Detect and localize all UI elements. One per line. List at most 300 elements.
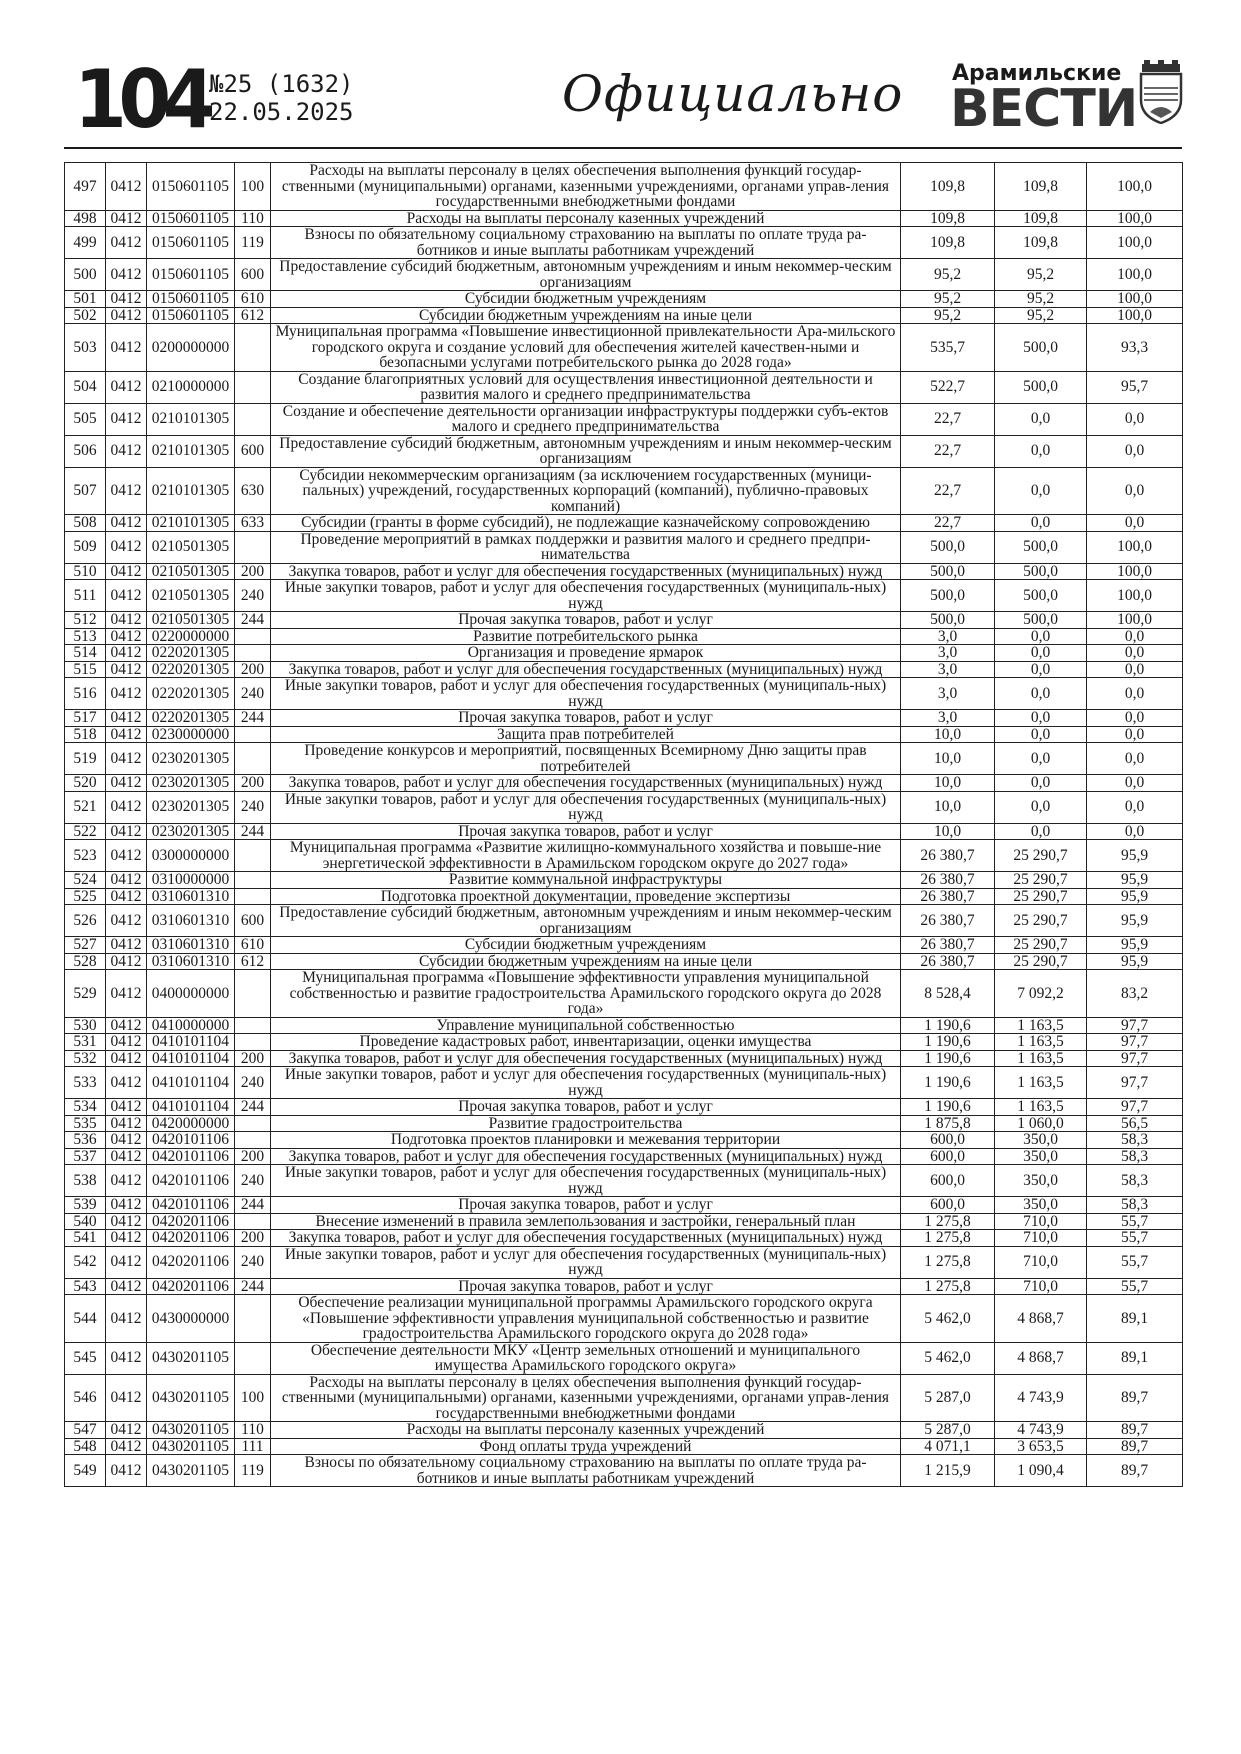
description-cell: Внесение изменений в правила землепользования и застройки, генеральный план <box>271 1213 901 1230</box>
table-row <box>65 1455 1183 1487</box>
table-row <box>65 791 1183 823</box>
execution-percent-cell: 58,3 <box>1087 1148 1183 1165</box>
execution-percent-cell: 89,1 <box>1087 1342 1183 1374</box>
expense-type-cell <box>235 1342 271 1374</box>
expense-type-cell: 100 <box>235 1374 271 1422</box>
description-cell: Обеспечение реализации муниципальной программы Арамильского городского округа «Повышение эффективности управления муниципальной собственностью и развитие градостроительства Арамильского городского округа до 2028 года» <box>271 1295 901 1343</box>
planned-amount-cell: 22,7 <box>901 435 995 467</box>
section-code-cell: 0412 <box>106 628 147 645</box>
row-number-cell: 534 <box>65 1099 106 1116</box>
section-code-cell: 0412 <box>106 661 147 678</box>
row-number-cell: 544 <box>65 1295 106 1343</box>
planned-amount-cell: 22,7 <box>901 403 995 435</box>
table-row <box>65 775 1183 792</box>
planned-amount-cell: 8 528,4 <box>901 970 995 1018</box>
planned-amount-cell: 600,0 <box>901 1197 995 1214</box>
row-number-cell: 538 <box>65 1165 106 1197</box>
row-number-cell: 500 <box>65 259 106 291</box>
target-code-cell: 0310601310 <box>147 953 235 970</box>
target-code-cell: 0230201305 <box>147 775 235 792</box>
table-row <box>65 612 1183 629</box>
execution-percent-cell: 95,9 <box>1087 888 1183 905</box>
table-row <box>65 937 1183 954</box>
row-number-cell: 512 <box>65 612 106 629</box>
planned-amount-cell: 26 380,7 <box>901 953 995 970</box>
description-cell: Проведение кадастровых работ, инвентаризации, оценки имущества <box>271 1034 901 1051</box>
target-code-cell: 0150601105 <box>147 291 235 308</box>
execution-percent-cell: 100,0 <box>1087 210 1183 227</box>
description-cell: Муниципальная программа «Развитие жилищно-коммунального хозяйства и повыше-ние энергетической эффективности в Арамильском городском округе до 2027 года» <box>271 840 901 872</box>
row-number-cell: 501 <box>65 291 106 308</box>
section-code-cell: 0412 <box>106 515 147 532</box>
planned-amount-cell: 3,0 <box>901 661 995 678</box>
actual-amount-cell: 0,0 <box>995 823 1087 840</box>
actual-amount-cell: 4 743,9 <box>995 1374 1087 1422</box>
row-number-cell: 510 <box>65 563 106 580</box>
section-code-cell: 0412 <box>106 905 147 937</box>
page-number: 104 <box>74 53 207 146</box>
target-code-cell: 0310601310 <box>147 888 235 905</box>
page-header <box>64 53 1182 146</box>
section-code-cell: 0412 <box>106 791 147 823</box>
description-cell: Прочая закупка товаров, работ и услуг <box>271 612 901 629</box>
execution-percent-cell: 97,7 <box>1087 1099 1183 1116</box>
planned-amount-cell: 5 287,0 <box>901 1374 995 1422</box>
section-code-cell: 0412 <box>106 531 147 563</box>
row-number-cell: 511 <box>65 580 106 612</box>
target-code-cell: 0210000000 <box>147 371 235 403</box>
budget-table <box>64 162 1183 1487</box>
expense-type-cell: 244 <box>235 823 271 840</box>
target-code-cell: 0430201105 <box>147 1438 235 1455</box>
target-code-cell: 0310000000 <box>147 872 235 889</box>
planned-amount-cell: 26 380,7 <box>901 872 995 889</box>
execution-percent-cell: 95,9 <box>1087 905 1183 937</box>
issue-number: №25 (1632) <box>209 70 354 98</box>
planned-amount-cell: 500,0 <box>901 563 995 580</box>
section-title: Официально <box>562 65 904 123</box>
actual-amount-cell: 0,0 <box>995 726 1087 743</box>
actual-amount-cell: 25 290,7 <box>995 905 1087 937</box>
execution-percent-cell: 0,0 <box>1087 661 1183 678</box>
description-cell: Обеспечение деятельности МКУ «Центр земельных отношений и муниципального имущества Арамильского городского округа» <box>271 1342 901 1374</box>
execution-percent-cell: 89,7 <box>1087 1422 1183 1439</box>
row-number-cell: 530 <box>65 1017 106 1034</box>
coat-of-arms-icon <box>1138 60 1184 124</box>
table-row <box>65 259 1183 291</box>
planned-amount-cell: 600,0 <box>901 1148 995 1165</box>
target-code-cell: 0410000000 <box>147 1017 235 1034</box>
actual-amount-cell: 109,8 <box>995 210 1087 227</box>
table-row <box>65 1246 1183 1278</box>
actual-amount-cell: 500,0 <box>995 580 1087 612</box>
row-number-cell: 539 <box>65 1197 106 1214</box>
expense-type-cell <box>235 970 271 1018</box>
table-row <box>65 661 1183 678</box>
description-cell: Создание благоприятных условий для осуществления инвестиционной деятельности и развития малого и среднего предпринимательства <box>271 371 901 403</box>
row-number-cell: 540 <box>65 1213 106 1230</box>
expense-type-cell <box>235 1132 271 1149</box>
description-cell: Предоставление субсидий бюджетным, автономным учреждениям и иным некоммер-ческим организациям <box>271 435 901 467</box>
execution-percent-cell: 100,0 <box>1087 163 1183 211</box>
row-number-cell: 515 <box>65 661 106 678</box>
expense-type-cell: 612 <box>235 307 271 324</box>
actual-amount-cell: 95,2 <box>995 307 1087 324</box>
table-row <box>65 678 1183 710</box>
expense-type-cell: 200 <box>235 1148 271 1165</box>
description-cell: Прочая закупка товаров, работ и услуг <box>271 823 901 840</box>
row-number-cell: 541 <box>65 1230 106 1247</box>
target-code-cell: 0230201305 <box>147 823 235 840</box>
table-row <box>65 1438 1183 1455</box>
table-row <box>65 307 1183 324</box>
execution-percent-cell: 58,3 <box>1087 1132 1183 1149</box>
target-code-cell: 0150601105 <box>147 210 235 227</box>
execution-percent-cell: 95,9 <box>1087 937 1183 954</box>
target-code-cell: 0220201305 <box>147 661 235 678</box>
expense-type-cell <box>235 1115 271 1132</box>
description-cell: Закупка товаров, работ и услуг для обеспечения государственных (муниципальных) нужд <box>271 1050 901 1067</box>
table-row <box>65 467 1183 515</box>
description-cell: Взносы по обязательному социальному страхованию на выплаты по оплате труда ра-ботников и иные выплаты работникам учреждений <box>271 1455 901 1487</box>
expense-type-cell: 633 <box>235 515 271 532</box>
section-code-cell: 0412 <box>106 970 147 1018</box>
expense-type-cell: 244 <box>235 1278 271 1295</box>
target-code-cell: 0150601105 <box>147 259 235 291</box>
table-row <box>65 227 1183 259</box>
planned-amount-cell: 1 190,6 <box>901 1017 995 1034</box>
description-cell: Предоставление субсидий бюджетным, автономным учреждениям и иным некоммер-ческим организациям <box>271 259 901 291</box>
section-code-cell: 0412 <box>106 678 147 710</box>
execution-percent-cell: 100,0 <box>1087 531 1183 563</box>
actual-amount-cell: 500,0 <box>995 531 1087 563</box>
planned-amount-cell: 109,8 <box>901 210 995 227</box>
section-code-cell: 0412 <box>106 1132 147 1149</box>
execution-percent-cell: 97,7 <box>1087 1050 1183 1067</box>
target-code-cell: 0430201105 <box>147 1342 235 1374</box>
section-code-cell: 0412 <box>106 1148 147 1165</box>
description-cell: Подготовка проектов планировки и межевания территории <box>271 1132 901 1149</box>
target-code-cell: 0410101104 <box>147 1034 235 1051</box>
row-number-cell: 502 <box>65 307 106 324</box>
actual-amount-cell: 0,0 <box>995 515 1087 532</box>
table-row <box>65 515 1183 532</box>
expense-type-cell: 244 <box>235 1197 271 1214</box>
table-row <box>65 645 1183 662</box>
expense-type-cell: 630 <box>235 467 271 515</box>
row-number-cell: 497 <box>65 163 106 211</box>
section-code-cell: 0412 <box>106 645 147 662</box>
target-code-cell: 0430000000 <box>147 1295 235 1343</box>
actual-amount-cell: 95,2 <box>995 291 1087 308</box>
target-code-cell: 0420201106 <box>147 1246 235 1278</box>
table-row <box>65 1230 1183 1247</box>
table-row <box>65 531 1183 563</box>
table-row <box>65 726 1183 743</box>
execution-percent-cell: 58,3 <box>1087 1165 1183 1197</box>
execution-percent-cell: 55,7 <box>1087 1278 1183 1295</box>
execution-percent-cell: 58,3 <box>1087 1197 1183 1214</box>
section-code-cell: 0412 <box>106 210 147 227</box>
target-code-cell: 0210501305 <box>147 580 235 612</box>
planned-amount-cell: 1 190,6 <box>901 1099 995 1116</box>
expense-type-cell: 244 <box>235 710 271 727</box>
target-code-cell: 0420201106 <box>147 1278 235 1295</box>
actual-amount-cell: 95,2 <box>995 259 1087 291</box>
planned-amount-cell: 1 190,6 <box>901 1034 995 1051</box>
actual-amount-cell: 0,0 <box>995 791 1087 823</box>
description-cell: Закупка товаров, работ и услуг для обеспечения государственных (муниципальных) нужд <box>271 1148 901 1165</box>
description-cell: Иные закупки товаров, работ и услуг для обеспечения государственных (муниципаль-ных) нужд <box>271 678 901 710</box>
expense-type-cell: 200 <box>235 1230 271 1247</box>
row-number-cell: 546 <box>65 1374 106 1422</box>
planned-amount-cell: 10,0 <box>901 743 995 775</box>
section-code-cell: 0412 <box>106 743 147 775</box>
execution-percent-cell: 95,7 <box>1087 371 1183 403</box>
actual-amount-cell: 25 290,7 <box>995 888 1087 905</box>
target-code-cell: 0420201106 <box>147 1213 235 1230</box>
description-cell: Субсидии бюджетным учреждениям <box>271 937 901 954</box>
section-code-cell: 0412 <box>106 291 147 308</box>
row-number-cell: 516 <box>65 678 106 710</box>
section-code-cell: 0412 <box>106 467 147 515</box>
table-row <box>65 970 1183 1018</box>
actual-amount-cell: 710,0 <box>995 1278 1087 1295</box>
actual-amount-cell: 500,0 <box>995 324 1087 372</box>
section-code-cell: 0412 <box>106 324 147 372</box>
description-cell: Развитие градостроительства <box>271 1115 901 1132</box>
row-number-cell: 508 <box>65 515 106 532</box>
table-row <box>65 1278 1183 1295</box>
actual-amount-cell: 4 868,7 <box>995 1295 1087 1343</box>
expense-type-cell <box>235 403 271 435</box>
planned-amount-cell: 1 190,6 <box>901 1067 995 1099</box>
execution-percent-cell: 55,7 <box>1087 1230 1183 1247</box>
description-cell: Прочая закупка товаров, работ и услуг <box>271 1099 901 1116</box>
target-code-cell: 0210501305 <box>147 531 235 563</box>
planned-amount-cell: 1 275,8 <box>901 1230 995 1247</box>
description-cell: Управление муниципальной собственностью <box>271 1017 901 1034</box>
actual-amount-cell: 0,0 <box>995 743 1087 775</box>
row-number-cell: 520 <box>65 775 106 792</box>
description-cell: Расходы на выплаты персоналу казенных учреждений <box>271 1422 901 1439</box>
table-row <box>65 291 1183 308</box>
planned-amount-cell: 5 462,0 <box>901 1342 995 1374</box>
expense-type-cell <box>235 840 271 872</box>
row-number-cell: 518 <box>65 726 106 743</box>
section-code-cell: 0412 <box>106 1115 147 1132</box>
section-code-cell: 0412 <box>106 823 147 840</box>
expense-type-cell: 600 <box>235 435 271 467</box>
expense-type-cell: 244 <box>235 1099 271 1116</box>
row-number-cell: 537 <box>65 1148 106 1165</box>
planned-amount-cell: 3,0 <box>901 645 995 662</box>
table-row <box>65 1197 1183 1214</box>
expense-type-cell <box>235 726 271 743</box>
target-code-cell: 0210101305 <box>147 467 235 515</box>
table-row <box>65 403 1183 435</box>
execution-percent-cell: 55,7 <box>1087 1213 1183 1230</box>
section-code-cell: 0412 <box>106 726 147 743</box>
execution-percent-cell: 100,0 <box>1087 612 1183 629</box>
row-number-cell: 514 <box>65 645 106 662</box>
section-code-cell: 0412 <box>106 563 147 580</box>
execution-percent-cell: 0,0 <box>1087 710 1183 727</box>
section-code-cell: 0412 <box>106 1017 147 1034</box>
table-row <box>65 1374 1183 1422</box>
logo-main-text: ВЕСТИ <box>950 79 1138 139</box>
expense-type-cell: 240 <box>235 1165 271 1197</box>
target-code-cell: 0420101106 <box>147 1197 235 1214</box>
table-row <box>65 1213 1183 1230</box>
planned-amount-cell: 1 215,9 <box>901 1455 995 1487</box>
execution-percent-cell: 0,0 <box>1087 823 1183 840</box>
target-code-cell: 0220000000 <box>147 628 235 645</box>
execution-percent-cell: 97,7 <box>1087 1017 1183 1034</box>
actual-amount-cell: 0,0 <box>995 645 1087 662</box>
planned-amount-cell: 26 380,7 <box>901 840 995 872</box>
section-code-cell: 0412 <box>106 1455 147 1487</box>
planned-amount-cell: 1 275,8 <box>901 1213 995 1230</box>
description-cell: Развитие коммунальной инфраструктуры <box>271 872 901 889</box>
section-code-cell: 0412 <box>106 872 147 889</box>
section-code-cell: 0412 <box>106 937 147 954</box>
actual-amount-cell: 1 163,5 <box>995 1067 1087 1099</box>
expense-type-cell: 200 <box>235 563 271 580</box>
description-cell: Иные закупки товаров, работ и услуг для обеспечения государственных (муниципаль-ных) нужд <box>271 580 901 612</box>
table-row <box>65 1099 1183 1116</box>
table-row <box>65 1165 1183 1197</box>
table-row <box>65 1342 1183 1374</box>
expense-type-cell <box>235 371 271 403</box>
target-code-cell: 0220201305 <box>147 645 235 662</box>
row-number-cell: 525 <box>65 888 106 905</box>
planned-amount-cell: 1 275,8 <box>901 1278 995 1295</box>
section-code-cell: 0412 <box>106 1165 147 1197</box>
actual-amount-cell: 1 163,5 <box>995 1034 1087 1051</box>
table-row <box>65 435 1183 467</box>
target-code-cell: 0230201305 <box>147 743 235 775</box>
expense-type-cell: 110 <box>235 1422 271 1439</box>
planned-amount-cell: 600,0 <box>901 1132 995 1149</box>
logo-top-text: Арамильские <box>952 61 1122 86</box>
section-code-cell: 0412 <box>106 1067 147 1099</box>
expense-type-cell <box>235 645 271 662</box>
actual-amount-cell: 0,0 <box>995 710 1087 727</box>
table-row <box>65 1067 1183 1099</box>
table-row <box>65 580 1183 612</box>
expense-type-cell: 610 <box>235 937 271 954</box>
section-code-cell: 0412 <box>106 612 147 629</box>
execution-percent-cell: 100,0 <box>1087 307 1183 324</box>
expense-type-cell <box>235 888 271 905</box>
row-number-cell: 521 <box>65 791 106 823</box>
target-code-cell: 0420000000 <box>147 1115 235 1132</box>
description-cell: Взносы по обязательному социальному страхованию на выплаты по оплате труда ра-ботников и иные выплаты работникам учреждений <box>271 227 901 259</box>
planned-amount-cell: 1 875,8 <box>901 1115 995 1132</box>
section-code-cell: 0412 <box>106 1050 147 1067</box>
row-number-cell: 543 <box>65 1278 106 1295</box>
description-cell: Иные закупки товаров, работ и услуг для обеспечения государственных (муниципаль-ных) нужд <box>271 1165 901 1197</box>
description-cell: Субсидии бюджетным учреждениям <box>271 291 901 308</box>
actual-amount-cell: 0,0 <box>995 661 1087 678</box>
row-number-cell: 548 <box>65 1438 106 1455</box>
expense-type-cell <box>235 1295 271 1343</box>
description-cell: Закупка товаров, работ и услуг для обеспечения государственных (муниципальных) нужд <box>271 661 901 678</box>
section-code-cell: 0412 <box>106 1197 147 1214</box>
description-cell: Закупка товаров, работ и услуг для обеспечения государственных (муниципальных) нужд <box>271 775 901 792</box>
planned-amount-cell: 600,0 <box>901 1165 995 1197</box>
planned-amount-cell: 500,0 <box>901 580 995 612</box>
table-row <box>65 628 1183 645</box>
planned-amount-cell: 22,7 <box>901 467 995 515</box>
description-cell: Расходы на выплаты персоналу в целях обеспечения выполнения функций государ-ственными (муниципальными) органами, казенными учреждениями, органами управ-ления государственными внебюджетными фондами <box>271 163 901 211</box>
row-number-cell: 517 <box>65 710 106 727</box>
expense-type-cell <box>235 1213 271 1230</box>
description-cell: Иные закупки товаров, работ и услуг для обеспечения государственных (муниципаль-ных) нужд <box>271 1246 901 1278</box>
expense-type-cell: 240 <box>235 678 271 710</box>
table-row <box>65 1115 1183 1132</box>
expense-type-cell: 612 <box>235 953 271 970</box>
section-code-cell: 0412 <box>106 307 147 324</box>
actual-amount-cell: 109,8 <box>995 163 1087 211</box>
row-number-cell: 524 <box>65 872 106 889</box>
execution-percent-cell: 89,7 <box>1087 1374 1183 1422</box>
planned-amount-cell: 109,8 <box>901 163 995 211</box>
target-code-cell: 0200000000 <box>147 324 235 372</box>
issue-date: 22.05.2025 <box>209 98 354 126</box>
table-row <box>65 823 1183 840</box>
target-code-cell: 0400000000 <box>147 970 235 1018</box>
actual-amount-cell: 0,0 <box>995 628 1087 645</box>
actual-amount-cell: 500,0 <box>995 563 1087 580</box>
section-code-cell: 0412 <box>106 840 147 872</box>
expense-type-cell: 600 <box>235 905 271 937</box>
actual-amount-cell: 1 060,0 <box>995 1115 1087 1132</box>
execution-percent-cell: 0,0 <box>1087 628 1183 645</box>
target-code-cell: 0430201105 <box>147 1455 235 1487</box>
actual-amount-cell: 25 290,7 <box>995 953 1087 970</box>
execution-percent-cell: 0,0 <box>1087 515 1183 532</box>
expense-type-cell: 200 <box>235 661 271 678</box>
row-number-cell: 529 <box>65 970 106 1018</box>
expense-type-cell: 600 <box>235 259 271 291</box>
planned-amount-cell: 522,7 <box>901 371 995 403</box>
table-row <box>65 371 1183 403</box>
actual-amount-cell: 25 290,7 <box>995 840 1087 872</box>
description-cell: Субсидии бюджетным учреждениям на иные цели <box>271 307 901 324</box>
section-code-cell: 0412 <box>106 163 147 211</box>
execution-percent-cell: 0,0 <box>1087 791 1183 823</box>
actual-amount-cell: 1 090,4 <box>995 1455 1087 1487</box>
planned-amount-cell: 26 380,7 <box>901 888 995 905</box>
actual-amount-cell: 4 868,7 <box>995 1342 1087 1374</box>
expense-type-cell: 111 <box>235 1438 271 1455</box>
description-cell: Проведение мероприятий в рамках поддержки и развития малого и среднего предпри-нимательства <box>271 531 901 563</box>
target-code-cell: 0300000000 <box>147 840 235 872</box>
description-cell: Предоставление субсидий бюджетным, автономным учреждениям и иным некоммер-ческим организациям <box>271 905 901 937</box>
row-number-cell: 527 <box>65 937 106 954</box>
description-cell: Расходы на выплаты персоналу казенных учреждений <box>271 210 901 227</box>
target-code-cell: 0420101106 <box>147 1132 235 1149</box>
row-number-cell: 531 <box>65 1034 106 1051</box>
description-cell: Иные закупки товаров, работ и услуг для обеспечения государственных (муниципаль-ных) нужд <box>271 1067 901 1099</box>
target-code-cell: 0420201106 <box>147 1230 235 1247</box>
execution-percent-cell: 95,9 <box>1087 872 1183 889</box>
section-code-cell: 0412 <box>106 435 147 467</box>
planned-amount-cell: 5 462,0 <box>901 1295 995 1343</box>
expense-type-cell: 100 <box>235 163 271 211</box>
